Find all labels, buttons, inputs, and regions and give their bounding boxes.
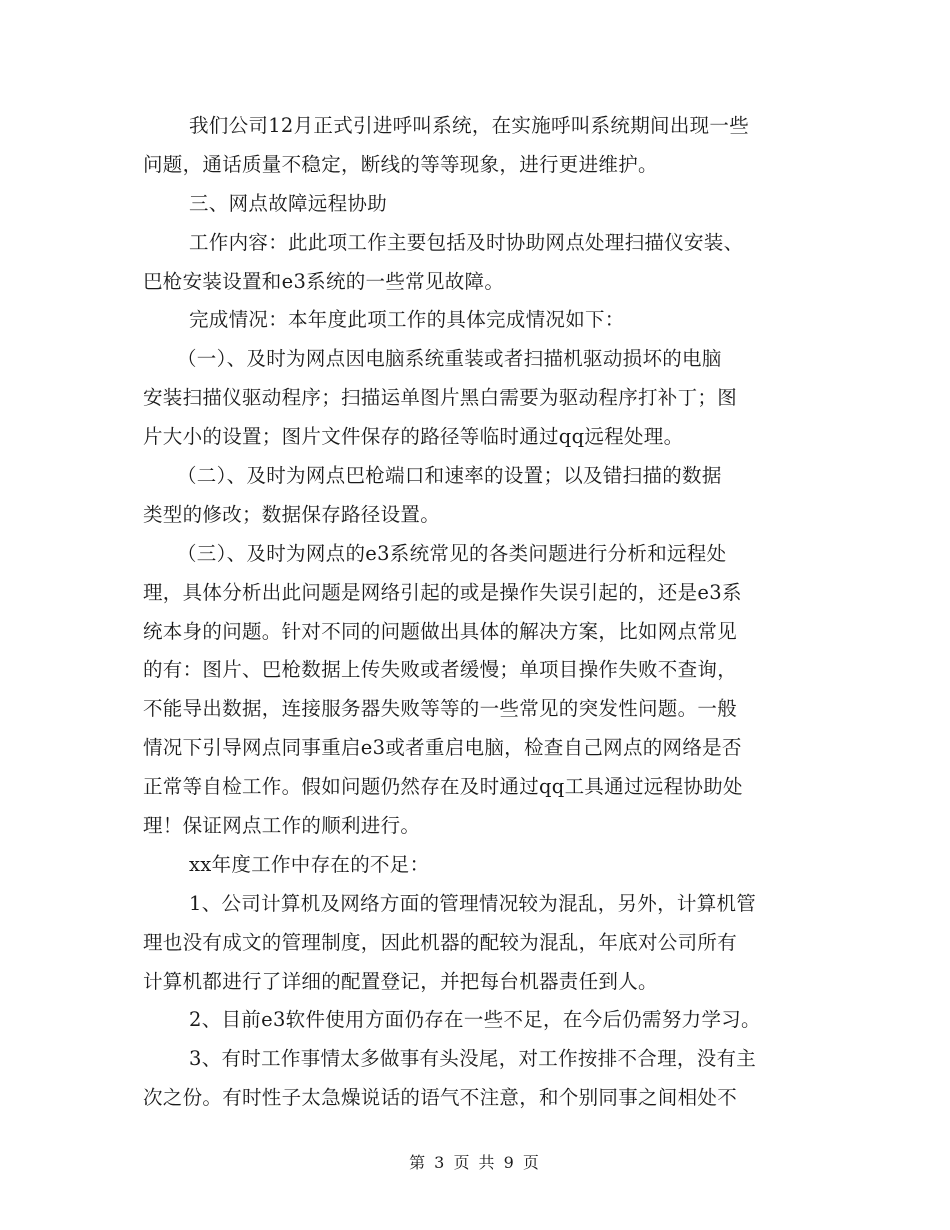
paragraph-line: 巴枪安装设置和e3系统的一些常见故障。 [143,269,505,293]
page-number-footer: 第 3 页 共 9 页 [409,1153,541,1172]
paragraph-line: 理！保证网点工作的顺利进行。 [143,814,421,838]
paragraph-line: 安装扫描仪驱动程序；扫描运单图片黑白需要为驱动程序打补丁；图 [143,386,738,410]
paragraph-line: 2、目前e3软件使用方面仍存在一些不足，在今后仍需努力学习。 [189,1008,761,1032]
paragraph-line: 工作内容：此此项工作主要包括及时协助网点处理扫描仪安装、 [189,230,744,254]
paragraph-line: （二）、及时为网点巴枪端口和速率的设置；以及错扫描的数据 [177,464,722,488]
paragraph-line: 完成情况：本年度此项工作的具体完成情况如下： [189,308,625,332]
paragraph-line: 理，具体分析出此问题是网络引起的或是操作失误引起的，还是e3系 [143,580,742,604]
paragraph-line: 的有：图片、巴枪数据上传失败或者缓慢；单项目操作失败不查询， [143,658,738,682]
section-heading: xx年度工作中存在的不足： [189,852,430,876]
paragraph-line: 理也没有成文的管理制度，因此机器的配较为混乱，年底对公司所有 [143,930,738,954]
paragraph-line: 计算机都进行了详细的配置登记，并把每台机器责任到人。 [143,969,658,993]
paragraph-line: 不能导出数据，连接服务器失败等等的一些常见的突发性问题。一般 [143,697,738,721]
paragraph-line: 1、公司计算机及网络方面的管理情况较为混乱，另外，计算机管 [189,891,757,915]
paragraph-line: 我们公司12月正式引进呼叫系统，在实施呼叫系统期间出现一些 [189,114,750,137]
paragraph-line: 问题，通话质量不稳定，断线的等等现象，进行更进维护。 [143,152,658,176]
paragraph-line: （三）、及时为网点的e3系统常见的各类问题进行分析和远程处 [177,541,727,565]
paragraph-line: 情况下引导网点同事重启e3或者重启电脑，检查自己网点的网络是否 [143,736,742,760]
paragraph-line: 片大小的设置；图片文件保存的路径等临时通过qq远程处理。 [143,425,684,449]
paragraph-line: 3、有时工作事情太多做事有头没尾，对工作按排不合理，没有主 [189,1047,757,1071]
paragraph-line: 统本身的问题。针对不同的问题做出具体的解决方案，比如网点常见 [143,619,738,643]
body-text [143,107,808,1118]
paragraph-line: （一）、及时为网点因电脑系统重装或者扫描机驱动损坏的电脑 [177,347,722,371]
paragraph-line: 次之份。有时性子太急燥说话的语气不注意，和个别同事之间相处不 [143,1086,738,1110]
section-heading: 三、网点故障远程协助 [189,191,388,215]
paragraph-line: 正常等自检工作。假如问题仍然存在及时通过qq工具通过远程协助处 [143,775,743,799]
paragraph-line: 类型的修改；数据保存路径设置。 [143,502,441,526]
